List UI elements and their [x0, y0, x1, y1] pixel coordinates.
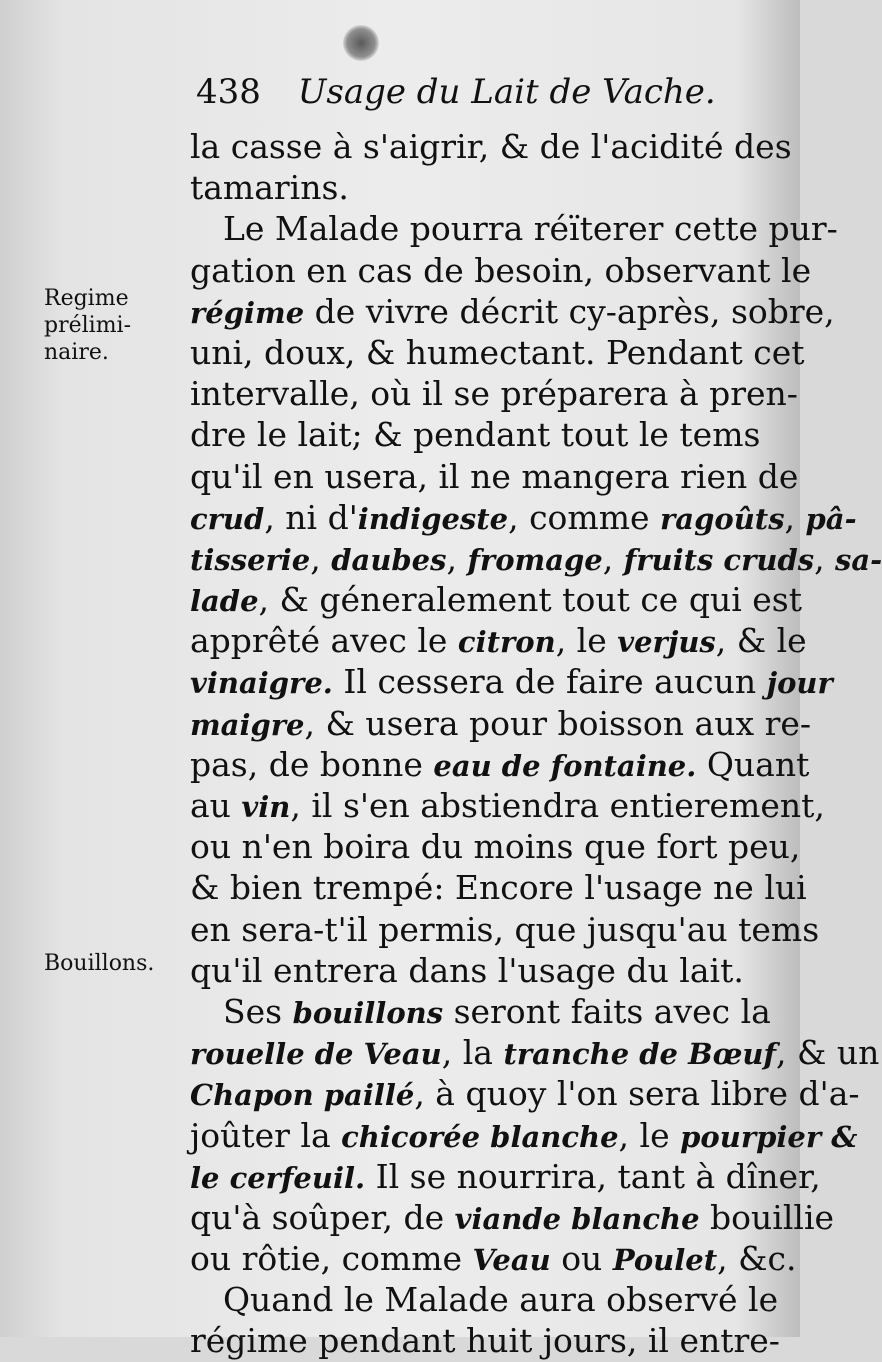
text-line — [190, 785, 825, 826]
text-line — [190, 1279, 779, 1320]
text-line — [190, 1156, 821, 1197]
italic-term: viande blanche — [454, 1201, 700, 1236]
text-segment: , — [310, 538, 332, 578]
margin-note-line: prélimi- — [44, 313, 132, 338]
text-line — [190, 208, 838, 249]
italic-term: Poulet — [612, 1243, 718, 1278]
text-line — [190, 456, 799, 497]
body-text — [190, 126, 882, 1362]
text-segment: qu'à soûper, de — [190, 1197, 455, 1237]
text-segment: ou n'en boira du moins que fort peu, — [190, 827, 801, 867]
text-segment: Le Malade pourra réïterer cette pur- — [190, 209, 838, 249]
text-segment: qu'il entrera dans l'usage du lait. — [190, 950, 744, 990]
italic-term: maigre — [190, 707, 305, 742]
italic-term: chicorée blanche — [341, 1119, 619, 1154]
italic-term: jour — [766, 666, 833, 701]
margin-note-line: naire. — [44, 340, 109, 365]
italic-term: crud — [190, 501, 265, 536]
text-segment: , & usera pour boisson aux re- — [304, 703, 812, 743]
text-segment: & bien trempé: Encore l'usage ne lui — [190, 868, 807, 908]
margin-note — [44, 950, 154, 977]
text-segment: tamarins. — [190, 168, 349, 208]
text-segment: dre le lait; & pendant tout le tems — [190, 415, 761, 455]
text-line — [190, 414, 761, 455]
text-line — [190, 867, 807, 908]
text-segment: régime pendant huit jours, il entre- — [190, 1321, 780, 1361]
italic-term: eau de fontaine. — [433, 748, 697, 783]
text-segment: , il s'en abstiendra entierement, — [290, 786, 825, 825]
text-segment: qu'il en usera, il ne mangera rien de — [190, 456, 799, 496]
italic-term: bouillons — [292, 995, 444, 1030]
text-segment: , & géneralement tout ce qui est — [258, 580, 802, 620]
text-line — [190, 1032, 880, 1073]
margin-note-line: Bouillons. — [44, 951, 155, 976]
text-segment: au — [190, 786, 242, 825]
text-line — [190, 991, 771, 1032]
italic-term: ragoûts — [660, 501, 785, 536]
text-line — [190, 703, 812, 744]
text-segment: , la — [441, 1033, 504, 1073]
text-segment: Ses — [190, 991, 293, 1031]
text-line — [190, 167, 750, 208]
italic-term: le cerfeuil. — [190, 1160, 366, 1195]
text-line — [190, 1073, 860, 1114]
text-line — [190, 1320, 780, 1361]
text-segment: , le — [618, 1115, 681, 1155]
italic-term: régime — [190, 295, 305, 330]
ink-smudge — [343, 25, 379, 61]
italic-term: verjus — [617, 625, 716, 660]
text-segment: , le — [555, 621, 618, 661]
italic-term: rouelle de Veau — [190, 1037, 442, 1072]
text-segment: , — [446, 538, 468, 578]
page-number: 438 — [196, 72, 261, 112]
text-segment: , & un — [775, 1033, 880, 1073]
text-segment: ou — [550, 1239, 613, 1279]
margin-note — [44, 285, 131, 366]
text-segment: , &c. — [717, 1239, 797, 1279]
text-line — [190, 538, 882, 579]
text-line — [190, 497, 857, 538]
italic-term: fromage — [467, 542, 603, 577]
text-segment: gation en cas de besoin, observant le — [190, 250, 812, 290]
text-line — [190, 291, 835, 332]
text-line — [190, 1115, 858, 1156]
text-line — [190, 579, 802, 620]
italic-term: Veau — [472, 1243, 551, 1278]
text-segment: seront faits avec la — [443, 991, 771, 1031]
text-line — [190, 744, 810, 785]
italic-term: citron — [457, 625, 556, 660]
text-segment: Quand le Malade aura observé le — [190, 1280, 779, 1320]
italic-term: vin — [241, 790, 291, 824]
text-line — [190, 826, 801, 867]
text-line — [190, 909, 820, 950]
text-segment: Il se nourrira, tant à dîner, — [365, 1156, 821, 1196]
text-segment: , & le — [715, 621, 807, 661]
text-line — [190, 1238, 797, 1279]
text-segment: , — [602, 538, 624, 578]
text-segment: , à quoy l'on sera libre d'a- — [414, 1074, 860, 1114]
text-segment: , comme — [508, 497, 661, 537]
italic-term: daubes — [331, 542, 447, 577]
text-line — [190, 950, 750, 991]
italic-term: pâ- — [805, 501, 857, 536]
text-segment: , — [784, 497, 806, 537]
text-segment: en sera-t'il permis, que jusqu'au tems — [190, 909, 820, 949]
italic-term: fruits cruds — [623, 542, 815, 577]
text-segment: intervalle, où il se préparera à pren- — [190, 374, 798, 414]
text-line — [190, 250, 812, 291]
text-segment: pas, de bonne — [190, 744, 434, 784]
text-segment: ou rôtie, comme — [190, 1239, 473, 1279]
text-segment: de vivre décrit cy-après, sobre, — [304, 291, 835, 331]
text-line — [190, 126, 792, 167]
text-segment: uni, doux, & humectant. Pendant cet — [190, 332, 805, 372]
italic-term: vinaigre. — [190, 666, 333, 701]
text-segment: la casse à s'aigrir, & de l'acidité des — [190, 127, 792, 166]
italic-term: pourpier & — [680, 1119, 858, 1154]
text-segment: , ni d' — [264, 497, 358, 537]
italic-term: sa- — [835, 542, 882, 577]
text-line — [190, 661, 833, 702]
italic-term: Chapon paillé — [190, 1078, 415, 1113]
text-segment: , — [814, 538, 836, 578]
text-segment: bouillie — [699, 1197, 835, 1237]
text-line — [190, 332, 805, 373]
text-line — [190, 373, 798, 414]
italic-term: tranche de Bœuf — [503, 1037, 776, 1072]
italic-term: tisserie — [190, 542, 311, 577]
text-segment: Quant — [696, 744, 810, 784]
text-segment: Il cessera de faire aucun — [332, 662, 767, 702]
italic-term: lade — [190, 584, 259, 619]
italic-term: indigeste — [357, 501, 509, 536]
page-header — [196, 72, 716, 112]
margin-note-line: Regime — [44, 286, 129, 311]
text-segment: apprêté avec le — [190, 621, 458, 661]
text-line — [190, 1197, 835, 1238]
running-title: Usage du Lait de Vache. — [297, 72, 716, 112]
text-line — [190, 620, 807, 661]
text-segment: joûter la — [190, 1115, 342, 1155]
